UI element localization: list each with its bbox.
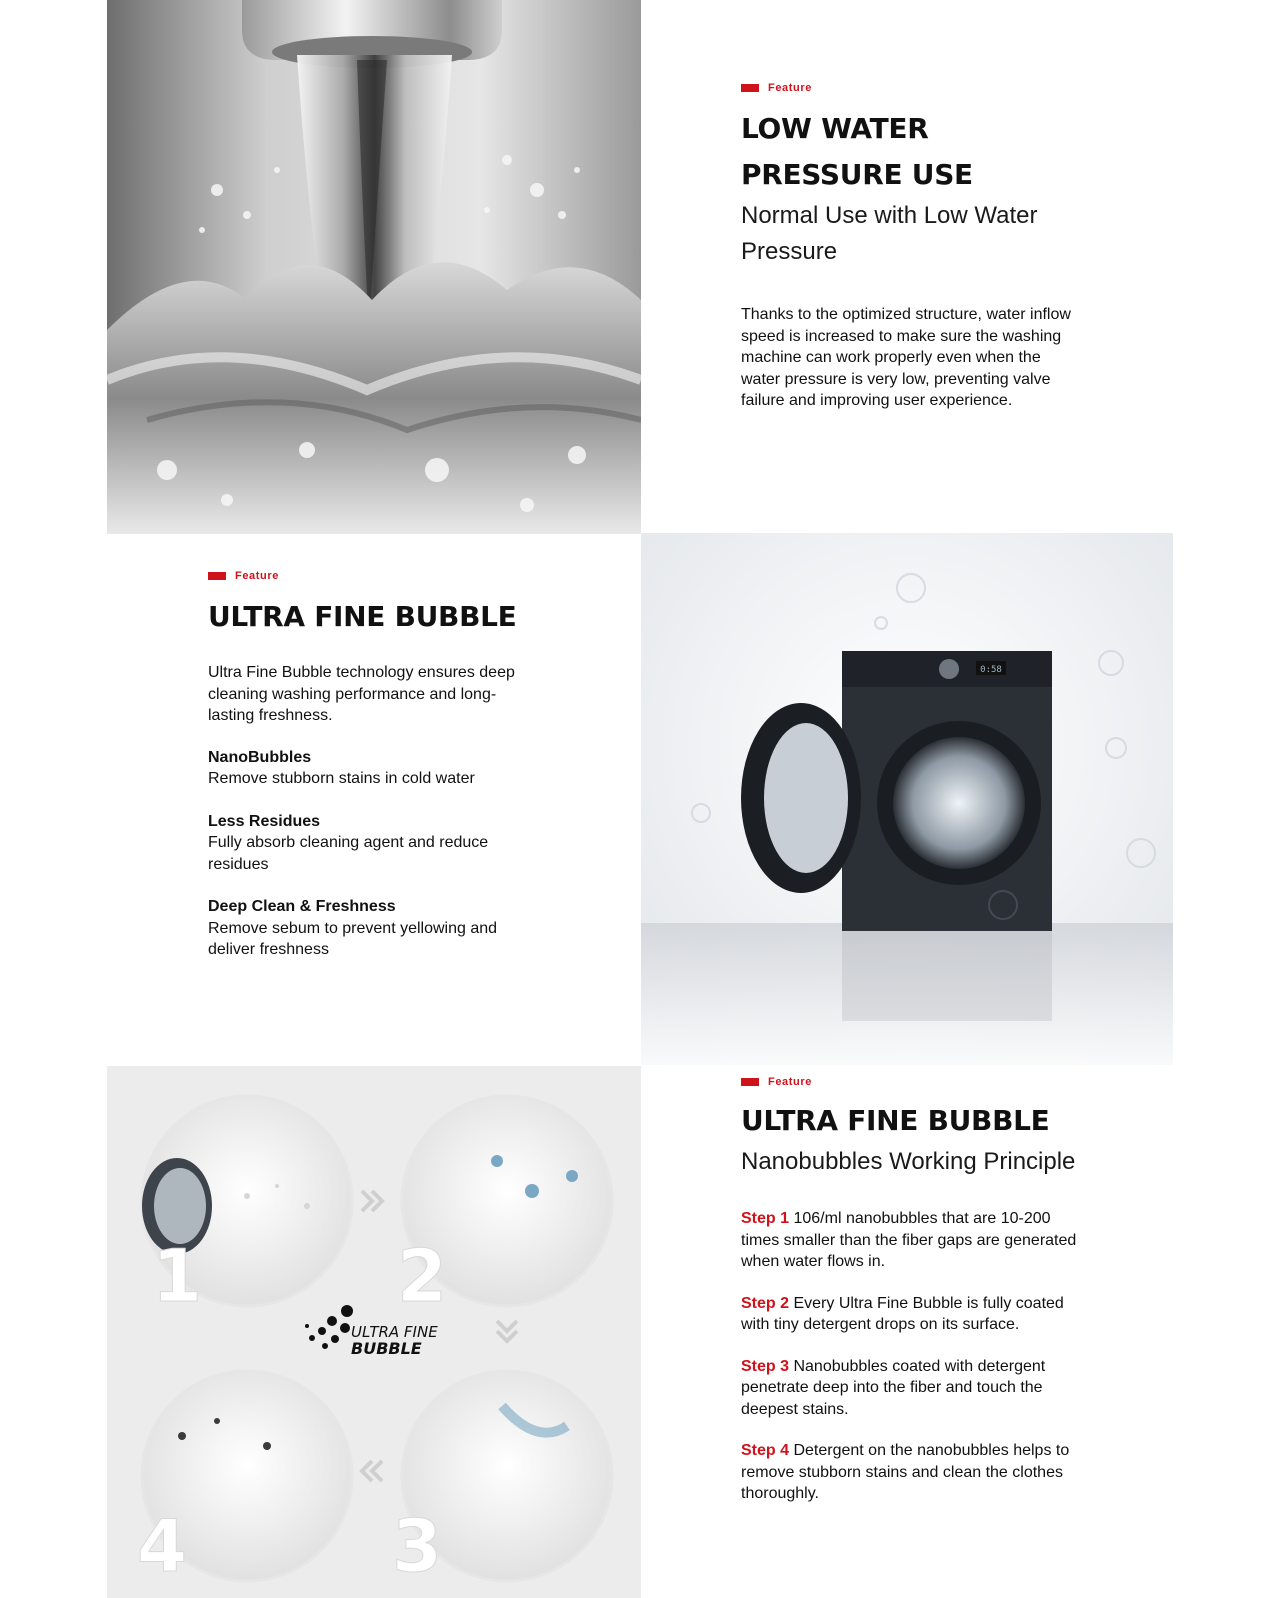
step-text: 106/ml nanobubbles that are 10-200 times smaller than the fiber gaps are generated when water flows in. — [741, 1210, 1077, 1270]
item-text: Remove sebum to prevent yellowing and deliver freshness — [208, 919, 498, 958]
feature-tag — [741, 1076, 1081, 1088]
feature-item — [208, 747, 538, 790]
diagram-number-1: 1 — [152, 1234, 203, 1318]
feature-item — [208, 811, 538, 876]
feature-label: Feature — [235, 570, 279, 582]
diagram-number-2: 2 — [397, 1234, 448, 1318]
washing-machine-image — [641, 533, 1173, 1065]
feature-label: Feature — [768, 1076, 812, 1088]
section-title: ULTRA FINE BUBBLE — [208, 600, 517, 633]
feature-bar-icon — [741, 84, 759, 92]
low-water-pressure-text — [741, 82, 1081, 412]
step-text: Every Ultra Fine Bubble is fully coated with tiny detergent drops on its surface. — [741, 1294, 1064, 1333]
nanobubble-diagram — [107, 1066, 641, 1598]
nanobubble-principle-text — [741, 1076, 1081, 1505]
section-subtitle: Nanobubbles Working Principle — [741, 1148, 1076, 1175]
item-text: Remove stubborn stains in cold water — [208, 770, 475, 787]
step-item — [741, 1208, 1081, 1273]
feature-bar-icon — [741, 1078, 759, 1086]
step-item — [741, 1356, 1081, 1421]
step-item — [741, 1293, 1081, 1336]
item-title: Deep Clean & Freshness — [208, 898, 396, 915]
water-faucet-splash-icon — [107, 0, 641, 534]
step-text: Detergent on the nanobubbles helps to remove stubborn stains and clean the clothes thoroughly. — [741, 1442, 1070, 1502]
section-title: ULTRA FINE BUBBLE — [741, 1104, 1050, 1137]
item-title: Less Residues — [208, 812, 321, 830]
feature-tag — [741, 82, 1081, 94]
ultra-fine-bubble-text — [208, 570, 538, 961]
section-body: Thanks to the optimized structure, water inflow speed is increased to make sure the washing machine can work properly even when the water pressure is very low, preventing valve failure and improving user experience. — [741, 306, 1071, 409]
logo-line-1: ULTRA FINE — [351, 1323, 438, 1341]
logo-line-2: BUBBLE — [351, 1339, 422, 1358]
section-intro: Ultra Fine Bubble technology ensures deep cleaning washing performance and long-lasting freshness. — [208, 664, 515, 724]
step-label: Step 3 — [741, 1357, 790, 1375]
feature-tag — [208, 570, 538, 582]
item-title: NanoBubbles — [208, 748, 312, 766]
feature-item — [208, 896, 538, 961]
diagram-number-3: 3 — [392, 1504, 443, 1588]
step-item — [741, 1440, 1081, 1505]
section-subtitle: Normal Use with Low Water Pressure — [741, 202, 1038, 265]
washing-machine-icon — [641, 533, 1173, 1065]
item-text: Fully absorb cleaning agent and reduce residues — [208, 834, 489, 873]
step-label: Step 4 — [741, 1442, 790, 1459]
machine-display: 0:58 — [980, 665, 1002, 675]
diagram-number-4: 4 — [137, 1504, 188, 1588]
step-label: Step 2 — [741, 1294, 790, 1312]
faucet-water-image — [107, 0, 641, 534]
feature-bar-icon — [208, 572, 226, 580]
section-title: LOW WATER PRESSURE USE — [741, 112, 973, 191]
feature-label: Feature — [768, 82, 812, 94]
nanobubble-steps-icon — [107, 1066, 641, 1598]
step-text: Nanobubbles coated with detergent penetrate deep into the fiber and touch the deepest stains. — [741, 1357, 1046, 1418]
step-label: Step 1 — [741, 1210, 790, 1227]
